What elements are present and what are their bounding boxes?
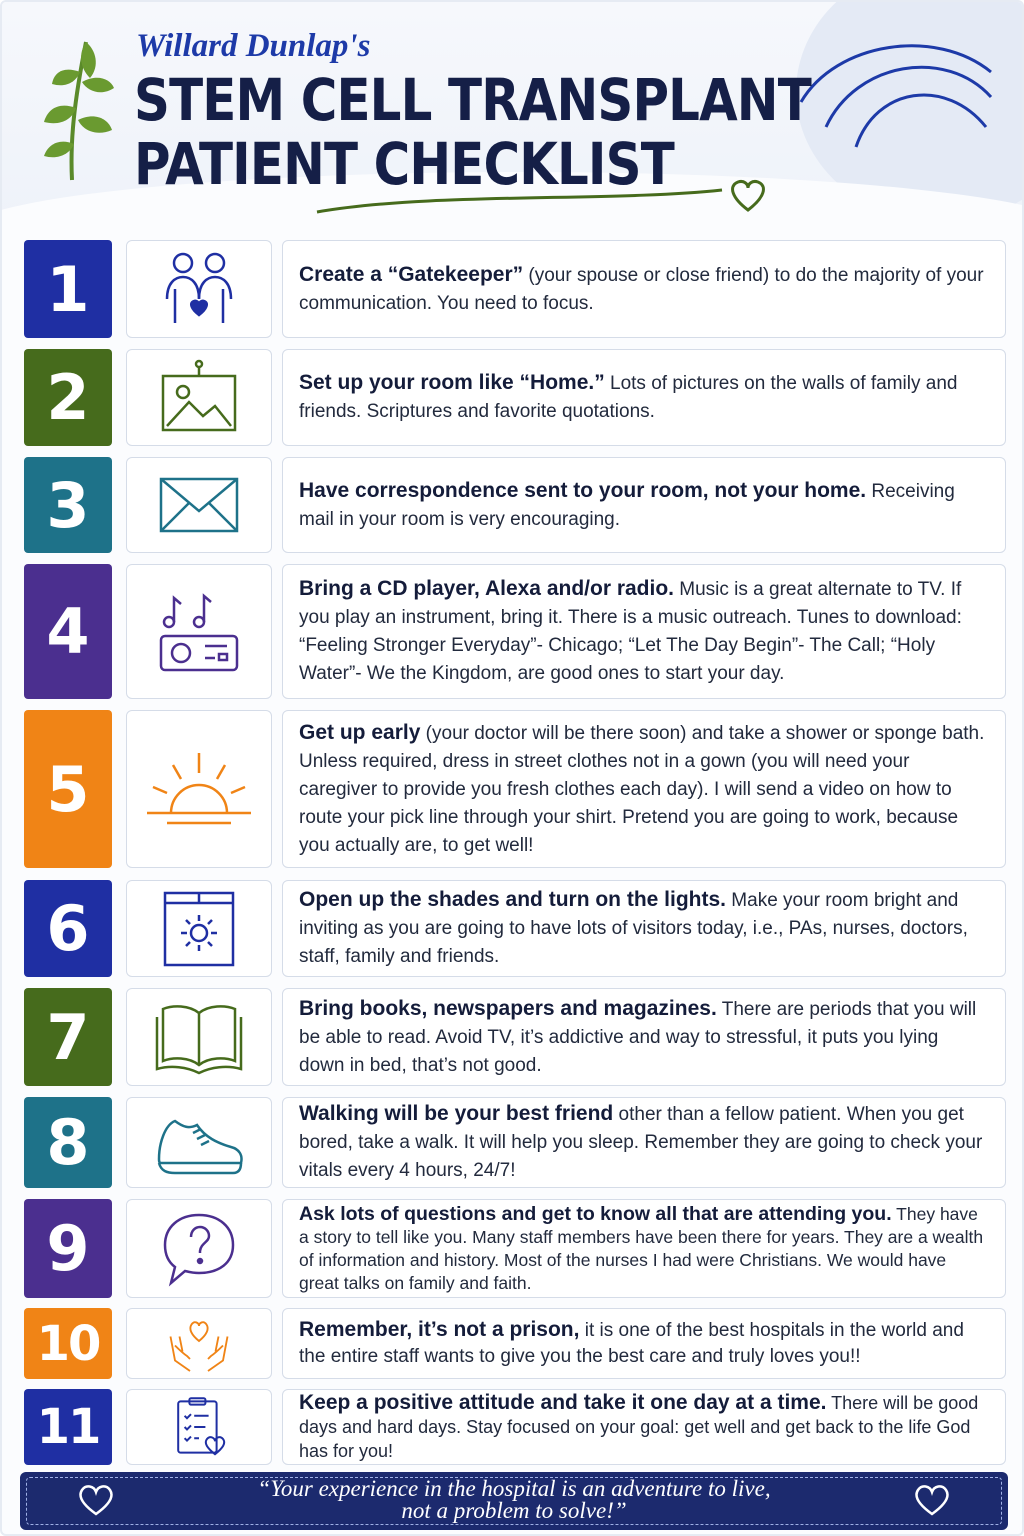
icon-box — [126, 1308, 272, 1379]
item-body: Receiving mail in your room is very encouraging. — [299, 480, 955, 530]
checklist-item — [24, 240, 1006, 338]
checklist-item — [24, 880, 1006, 977]
checklist-item — [24, 1199, 1006, 1298]
item-text-box — [282, 1097, 1006, 1188]
item-text-box — [282, 564, 1006, 699]
checklist-item — [24, 1389, 1006, 1465]
item-text-box — [282, 457, 1006, 553]
item-body: (your spouse or close friend) to do the majority of your communication. You need to focus. — [299, 264, 984, 314]
item-number: 4 — [24, 564, 112, 699]
item-number: 7 — [24, 988, 112, 1086]
item-lead: Keep a positive attitude and take it one day at a time. — [299, 1391, 827, 1414]
item-lead: Open up the shades and turn on the lights. — [299, 888, 727, 911]
heart-icon — [76, 1482, 116, 1518]
item-number: 9 — [24, 1199, 112, 1298]
icon-box — [126, 240, 272, 338]
window-sun-icon — [153, 889, 245, 969]
quote-line-2: not a problem to solve!” — [401, 1498, 627, 1523]
icon-box — [126, 710, 272, 868]
checklist-item — [24, 457, 1006, 553]
title-line-2: PATIENT CHECKLIST — [134, 130, 674, 198]
sunrise-icon — [143, 749, 255, 829]
item-lead: Get up early — [299, 720, 421, 744]
icon-box — [126, 564, 272, 699]
arcs-decoration — [796, 32, 996, 152]
item-number: 1 — [24, 240, 112, 338]
sneaker-icon — [153, 1103, 245, 1183]
item-body: Music is a great alternate to TV. If you play an instrument, bring it. There is a music outreach. Tunes to download: “Feeling Stronger Everyday”- Chicago; “Let The Day Begin”- The Call; “Holy Water”- We the Kingdom, are good ones to start your day. — [299, 579, 962, 684]
music-radio-icon — [153, 592, 245, 672]
heart-icon — [912, 1482, 952, 1518]
checklist-item — [24, 564, 1006, 699]
icon-box — [126, 349, 272, 446]
two-people-heart-icon — [153, 249, 245, 329]
header — [2, 2, 1024, 230]
item-text-box — [282, 1199, 1006, 1298]
item-text-box — [282, 988, 1006, 1086]
question-bubble-icon — [153, 1209, 245, 1289]
item-body: Make your room bright and inviting as you are going to have lots of visitors today, i.e., PAs, nurses, doctors, staff, family and friends. — [299, 890, 968, 967]
picture-frame-icon — [153, 358, 245, 438]
item-lead: Have correspondence sent to your room, not your home. — [299, 478, 867, 502]
item-number: 6 — [24, 880, 112, 977]
leaf-branch-icon — [24, 32, 124, 182]
clipboard-heart-icon — [153, 1395, 245, 1459]
heart-underline-icon — [312, 172, 782, 222]
item-number: 10 — [24, 1308, 112, 1379]
hands-heart-icon — [153, 1314, 245, 1374]
item-lead: Walking will be your best friend — [299, 1102, 614, 1125]
item-text-box — [282, 710, 1006, 868]
item-lead: Ask lots of questions and get to know all that are attending you. — [299, 1202, 892, 1225]
item-text-box — [282, 349, 1006, 446]
item-body: (your doctor will be there soon) and take a shower or sponge bath. Unless required, dress in street clothes not in a gown (you will need your caregiver to provide you fresh clothes each day). I will send a video on how to route your pick line through your shirt. Pretend you are going to work, because you actually are, to get well! — [299, 722, 985, 856]
footer-quote — [130, 1478, 898, 1522]
title-line-1: STEM CELL TRANSPLANT — [134, 66, 811, 134]
item-number: 2 — [24, 349, 112, 446]
icon-box — [126, 1199, 272, 1298]
item-body: it is one of the best hospitals in the world and the entire staff wants to give you the best care and truly loves you!! — [299, 1320, 964, 1367]
checklist-item — [24, 349, 1006, 446]
item-text-box — [282, 1389, 1006, 1465]
item-lead: Set up your room like “Home.” — [299, 371, 605, 394]
item-text-box — [282, 240, 1006, 338]
checklist-item — [24, 1097, 1006, 1188]
item-body: There will be good days and hard days. Stay focused on your goal: get well and get back to the life God has for you! — [299, 1393, 979, 1461]
item-number: 3 — [24, 457, 112, 553]
item-number: 11 — [24, 1389, 112, 1465]
item-lead: Bring a CD player, Alexa and/or radio. — [299, 577, 674, 600]
item-body: other than a fellow patient. When you get bored, take a walk. It will help you sleep. Remember they are going to check your vitals every 4 hours, 24/7! — [299, 1104, 983, 1181]
item-lead: Create a “Gatekeeper” — [299, 262, 524, 286]
item-body: There are periods that you will be able to read. Avoid TV, it’s addictive and way to stressful, it puts you lying down in bed, that’s not good. — [299, 998, 977, 1076]
open-book-icon — [153, 997, 245, 1077]
item-body: Lots of pictures on the walls of family and friends. Scriptures and favorite quotations. — [299, 373, 958, 422]
checklist-item — [24, 988, 1006, 1086]
quote-banner — [20, 1472, 1008, 1530]
checklist-item — [24, 710, 1006, 868]
item-number: 8 — [24, 1097, 112, 1188]
item-body: They have a story to tell like you. Many staff members have been there for years. They are a wealth of information and history. Most of the nurses I had were Christians. We would have great talks on family and faith. — [299, 1203, 984, 1293]
author-subtitle: Willard Dunlap's — [136, 28, 371, 64]
item-text-box — [282, 880, 1006, 977]
item-text-box — [282, 1308, 1006, 1379]
item-lead: Bring books, newspapers and magazines. — [299, 996, 717, 1020]
envelope-icon — [153, 465, 245, 545]
icon-box — [126, 457, 272, 553]
item-number: 5 — [24, 710, 112, 868]
icon-box — [126, 988, 272, 1086]
checklist-item — [24, 1308, 1006, 1379]
icon-box — [126, 880, 272, 977]
item-lead: Remember, it’s not a prison, — [299, 1318, 580, 1341]
icon-box — [126, 1389, 272, 1465]
quote-line-1: “Your experience in the hospital is an adventure to live, — [257, 1476, 771, 1501]
icon-box — [126, 1097, 272, 1188]
